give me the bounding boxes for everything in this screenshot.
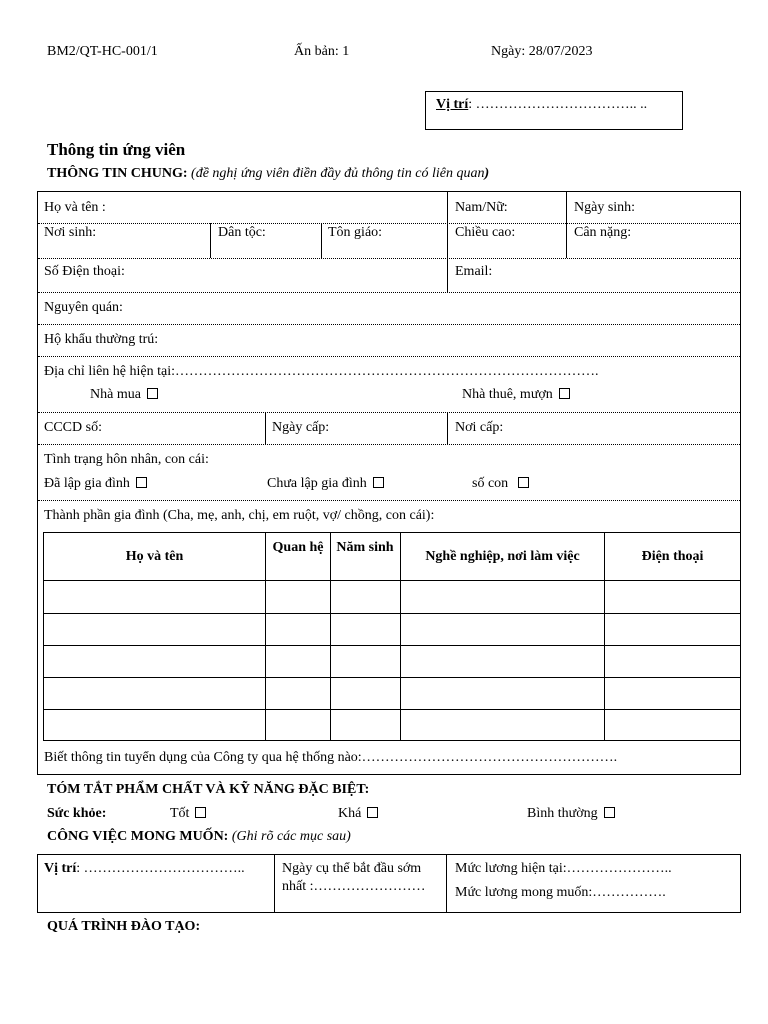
health-fair-option[interactable] [338, 806, 378, 822]
issue-place-field[interactable]: Nơi cấp: [455, 420, 504, 435]
marital-status-label: Tình trạng hôn nhân, con cái: [44, 452, 209, 467]
desired-job-note: (Ghi rõ các mục sau) [231, 829, 351, 844]
table-row[interactable] [44, 614, 740, 645]
married-checkbox[interactable] [136, 477, 147, 488]
desired-job-heading: CÔNG VIỆC MONG MUỐN: [47, 829, 229, 844]
birth-place-field[interactable]: Nơi sinh: [44, 225, 97, 240]
house-owned-checkbox[interactable] [147, 388, 158, 399]
house-owned-option[interactable] [90, 387, 158, 403]
col-header-occupation: Nghề nghiệp, nơi làm việc [425, 549, 580, 564]
issue-date-field[interactable]: Ngày cấp: [272, 420, 330, 435]
full-name-field[interactable]: Họ và tên : [44, 200, 106, 215]
form-code: BM2/QT-HC-001/1 [47, 44, 158, 59]
general-heading: THÔNG TIN CHUNG: [47, 166, 188, 181]
general-note-end: ) [484, 166, 490, 181]
height-field[interactable]: Chiều cao: [455, 225, 516, 240]
col-header-phone: Điện thoại [641, 549, 704, 564]
col-header-birth-year: Năm sinh [336, 540, 394, 555]
ethnicity-field[interactable]: Dân tộc: [218, 225, 266, 240]
phone-field[interactable]: Số Điện thoại: [44, 264, 125, 279]
general-note: (đề nghị ứng viên điền đầy đủ thông tin có liên quan [191, 166, 485, 181]
health-good-label: Tốt [170, 806, 190, 821]
desired-position-field[interactable] [44, 861, 245, 877]
house-owned-label: Nhà mua [90, 387, 141, 402]
family-intro-label: Thành phần gia đình (Cha, mẹ, anh, chị, em ruột, vợ/ chồng, con cái): [44, 508, 435, 523]
skills-heading: TÓM TẮT PHẨM CHẤT VÀ KỸ NĂNG ĐẶC BIỆT: [47, 782, 370, 797]
recruitment-source-field[interactable]: Biết thông tin tuyển dụng của Công ty qua hệ thống nào:………………………………………………. [44, 750, 618, 765]
general-section-heading [47, 166, 489, 182]
house-rented-label: Nhà thuê, mượn [462, 387, 553, 402]
desired-position-value: : …………………………….. [76, 861, 245, 876]
start-date-line2[interactable]: nhất :…………………… [282, 879, 426, 894]
birth-date-field[interactable]: Ngày sinh: [574, 200, 636, 215]
religion-field[interactable]: Tôn giáo: [328, 225, 383, 240]
candidate-title: Thông tin ứng viên [47, 140, 186, 159]
col-header-relation: Quan hệ [272, 540, 324, 555]
position-value: : …………………………….. .. [468, 97, 648, 112]
married-option[interactable] [44, 476, 147, 492]
single-label: Chưa lập gia đình [267, 476, 367, 491]
health-fair-checkbox[interactable] [367, 807, 378, 818]
training-heading: QUÁ TRÌNH ĐÀO TẠO: [47, 919, 201, 934]
health-normal-checkbox[interactable] [604, 807, 615, 818]
table-row[interactable] [44, 678, 740, 709]
gender-field[interactable]: Nam/Nữ: [455, 200, 508, 215]
position-label: Vị trí [436, 97, 469, 112]
health-good-option[interactable] [170, 806, 206, 822]
position-box[interactable] [425, 91, 683, 130]
health-good-checkbox[interactable] [195, 807, 206, 818]
desired-job-heading-line [47, 829, 351, 845]
house-rented-checkbox[interactable] [559, 388, 570, 399]
married-label: Đã lập gia đình [44, 476, 130, 491]
table-row[interactable] [44, 710, 740, 740]
health-normal-option[interactable] [527, 806, 615, 822]
hometown-field[interactable]: Nguyên quán: [44, 300, 123, 315]
children-label: số con [472, 476, 509, 491]
children-option[interactable] [472, 476, 529, 492]
col-header-name: Họ và tên [125, 549, 184, 564]
form-version: Ấn bản: 1 [294, 44, 350, 59]
table-row[interactable] [44, 581, 740, 613]
table-row[interactable] [44, 646, 740, 677]
current-salary-field[interactable]: Mức lương hiện tại:………………….. [455, 861, 672, 876]
form-date: Ngày: 28/07/2023 [491, 44, 593, 59]
address-field[interactable]: Địa chỉ liên hệ hiện tại:………………………………………………………………………………. [44, 364, 599, 379]
health-label: Sức khỏe: [47, 806, 107, 821]
start-date-line1[interactable]: Ngày cụ thể bắt đầu sớm [282, 861, 422, 876]
health-fair-label: Khá [338, 806, 362, 821]
health-normal-label: Bình thường [527, 806, 598, 821]
email-field[interactable]: Email: [455, 264, 493, 279]
single-checkbox[interactable] [373, 477, 384, 488]
id-number-field[interactable]: CCCD số: [44, 420, 102, 435]
expected-salary-field[interactable]: Mức lương mong muốn:……………. [455, 885, 666, 900]
children-checkbox[interactable] [518, 477, 529, 488]
weight-field[interactable]: Cân nặng: [574, 225, 632, 240]
desired-position-label: Vị trí [44, 861, 77, 876]
household-field[interactable]: Hộ khẩu thường trú: [44, 332, 159, 347]
single-option[interactable] [267, 476, 384, 492]
house-rented-option[interactable] [462, 387, 570, 403]
